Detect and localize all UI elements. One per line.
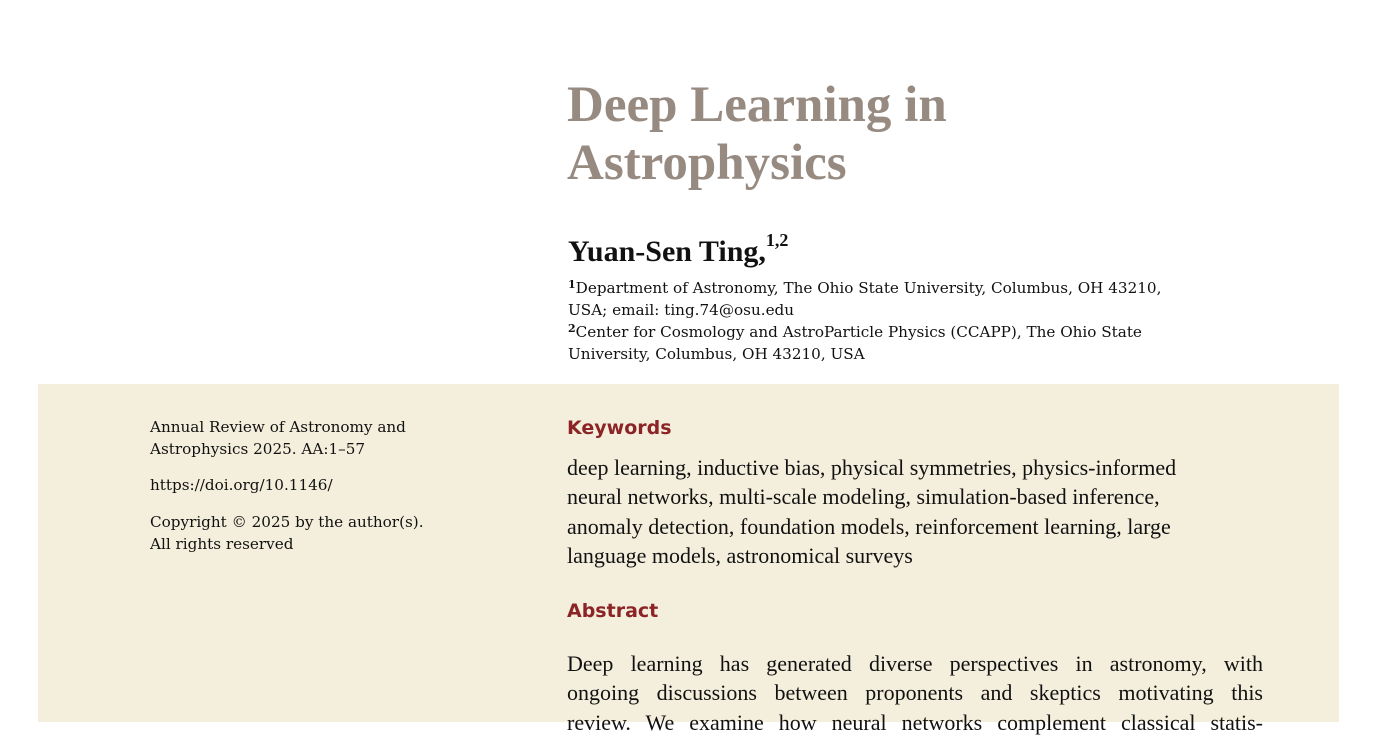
- copyright-line: All rights reserved: [150, 535, 294, 553]
- keywords-line: neural networks, multi-scale modeling, simulation-based inference,: [567, 484, 1160, 510]
- affiliation-line: USA; email: ting.74@osu.edu: [568, 301, 795, 319]
- author-name: [568, 226, 788, 270]
- abstract-panel: [38, 384, 1339, 735]
- affiliation-text: Center for Cosmology and AstroParticle Physics (CCAPP), The Ohio State: [575, 323, 1142, 341]
- affiliation-line: University, Columbus, OH 43210, USA: [568, 345, 865, 363]
- affiliation-1: [568, 274, 1268, 321]
- abstract-heading: Abstract: [567, 600, 659, 622]
- keywords-heading: Keywords: [567, 417, 672, 439]
- abstract-line: ongoing discussions between proponents and skeptics motivating this: [567, 680, 1263, 706]
- journal-citation: [150, 416, 510, 460]
- affiliation-line: [568, 274, 1268, 299]
- affiliation-mark: 1: [568, 278, 576, 291]
- abstract-text: [567, 649, 1263, 737]
- author-name-text: Yuan-Sen Ting,: [568, 235, 766, 268]
- author-affiliation-marks: 1,2: [765, 230, 789, 250]
- paper-title: [567, 76, 1267, 192]
- journal-line: Annual Review of Astronomy and: [150, 418, 406, 436]
- abstract-line: Deep learning has generated diverse perspectives in astronomy, with: [567, 651, 1263, 676]
- copyright-notice: [150, 511, 510, 555]
- affiliation-2: [568, 318, 1268, 365]
- doi-text[interactable]: https://doi.org/10.1146/: [150, 476, 333, 494]
- affiliation-text: Department of Astronomy, The Ohio State University, Columbus, OH 43210,: [575, 279, 1162, 297]
- affiliation-line: [568, 318, 1268, 343]
- copyright-line: Copyright © 2025 by the author(s).: [150, 513, 424, 531]
- title-line: Deep Learning in: [567, 77, 947, 133]
- keywords-list: [567, 453, 1263, 570]
- abstract-line: review. We examine how neural networks complement classical statis-: [567, 709, 1263, 735]
- keywords-line: language models, astronomical surveys: [567, 542, 913, 568]
- keywords-line: deep learning, inductive bias, physical symmetries, physics-informed: [567, 455, 1177, 480]
- journal-line: Astrophysics 2025. AA:1–57: [150, 440, 366, 458]
- keywords-line: anomaly detection, foundation models, reinforcement learning, large: [567, 513, 1171, 539]
- title-line: Astrophysics: [567, 135, 847, 191]
- affiliation-mark: 2: [568, 322, 576, 335]
- doi-link[interactable]: [150, 474, 510, 496]
